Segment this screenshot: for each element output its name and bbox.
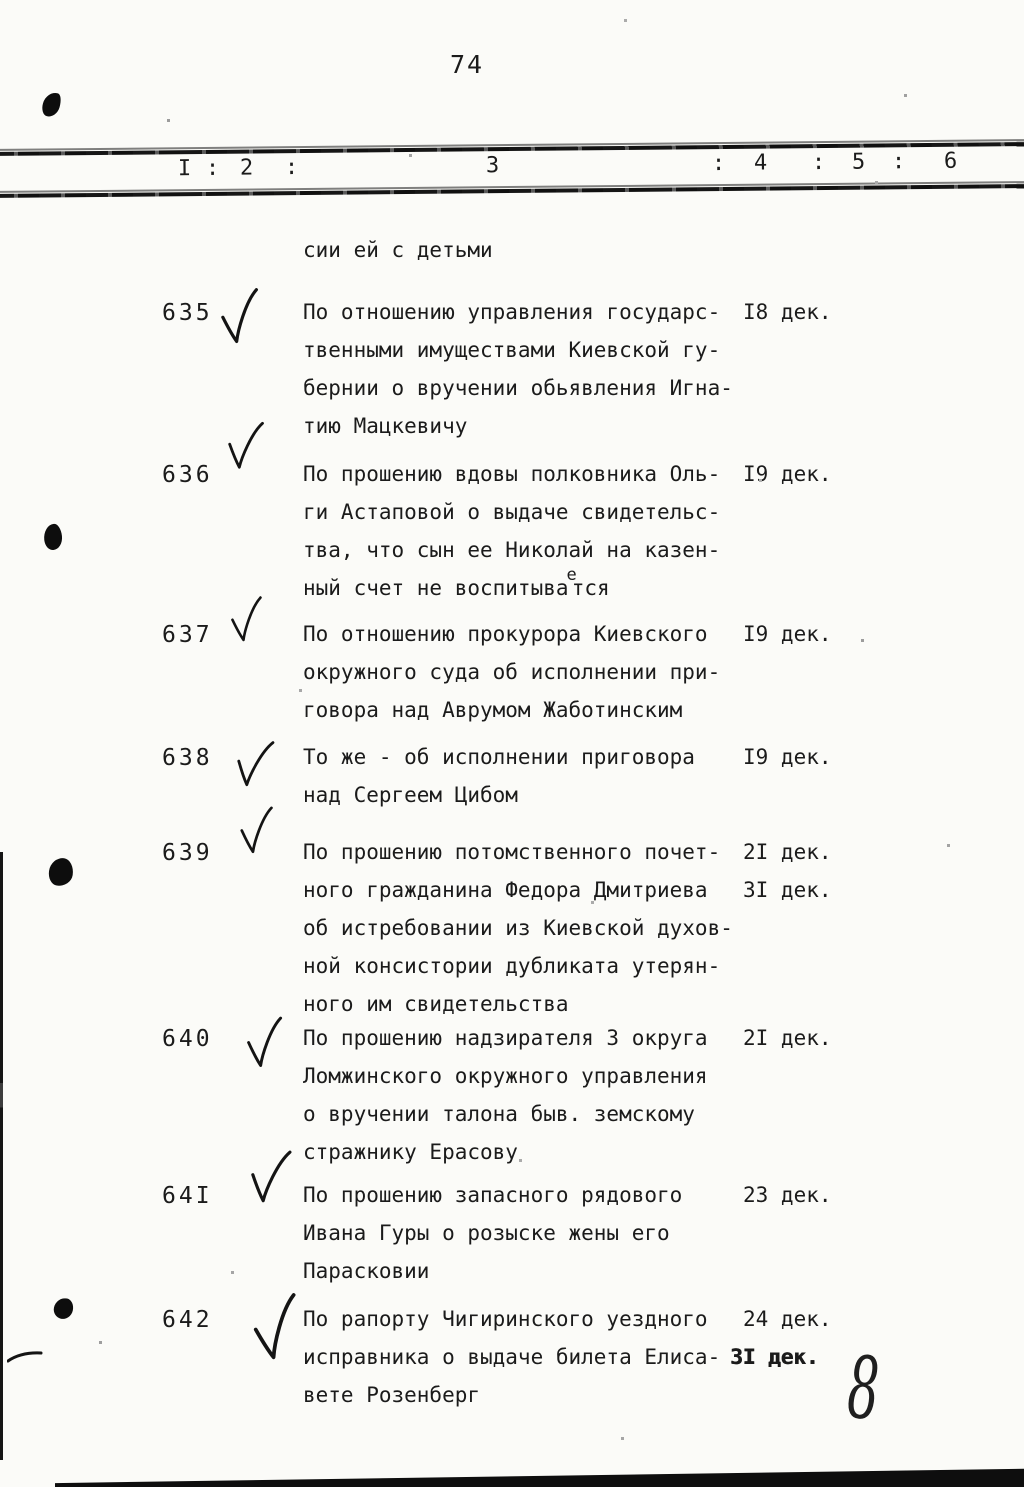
entry-line: По отношению прокурора Киевского <box>303 622 708 646</box>
entry-line: ного им свидетельства <box>303 992 569 1016</box>
entry-date: 2I дек. <box>743 1026 832 1050</box>
entry-number: 639 <box>162 840 213 866</box>
entry-date: 24 дек. <box>743 1307 832 1331</box>
ink-blot-middle <box>43 523 64 551</box>
entry-date: 3I дек. <box>730 1345 819 1369</box>
entry-line: говора над Аврумом Жаботинским <box>303 698 683 722</box>
entry-line: тва, что сын ее Николай на казен- <box>303 538 721 562</box>
entry-line: ги Астаповой о выдаче свидетельс- <box>303 500 721 524</box>
superscript-correction: е <box>566 565 577 585</box>
entry-text <box>303 462 720 614</box>
column-header-6: 6 <box>943 148 958 174</box>
entry-line: По прошению запасного рядового <box>303 1183 683 1207</box>
entry-line: Парасковии <box>303 1259 430 1283</box>
margin-dash-mark <box>7 1348 43 1367</box>
table-header-band <box>0 136 1024 206</box>
entry-line: По прошению потомственного почет- <box>303 840 721 864</box>
entry-number: 636 <box>162 462 213 488</box>
column-separator: : <box>811 150 826 176</box>
column-header-5: 5 <box>851 149 866 175</box>
entry-number: 640 <box>162 1026 213 1052</box>
column-separator: : <box>891 149 906 175</box>
checkmark-icon <box>245 1015 285 1068</box>
entry-text <box>303 622 720 736</box>
entry-line: По прошению вдовы полковника Оль- <box>303 462 721 486</box>
entry-line: над Сергеем Цибом <box>303 783 518 807</box>
entry-number: 642 <box>162 1307 213 1333</box>
header-rule-bottom <box>0 184 1024 198</box>
column-header-2: 2 <box>239 155 254 181</box>
scan-speckles <box>0 0 1 1</box>
entry-line: ной консистории дубликата утерян- <box>303 954 721 978</box>
checkmark-icon <box>233 736 276 790</box>
entry-date: I9 дек. <box>743 745 832 769</box>
entry-date: I8 дек. <box>743 300 832 324</box>
entry-line: Ломжинского окружного управления <box>303 1064 708 1088</box>
column-header-4: 4 <box>753 150 768 176</box>
entry-line: исправника о выдаче билета Елиса- <box>303 1345 721 1369</box>
entry-text <box>303 745 695 821</box>
continuation-line: сии ей с детьми <box>303 238 493 262</box>
entry-text <box>303 840 733 1030</box>
column-header-I: I <box>177 156 192 182</box>
entry-number: 635 <box>162 300 213 326</box>
entry-line: По прошению надзирателя 3 округа <box>303 1026 708 1050</box>
entry-line: твенными имуществами Киевской гу- <box>303 338 721 362</box>
checkmark-icon <box>226 419 266 471</box>
entry-line: вете Розенберг <box>303 1383 481 1407</box>
entry-line: По рапорту Чигиринского уездного <box>303 1307 708 1331</box>
handwritten-eight: 8 <box>845 1337 881 1441</box>
entry-date: 23 дек. <box>743 1183 832 1207</box>
entry-line: То же - об исполнении приговора <box>303 745 695 769</box>
entry-line-segment: тся <box>571 576 610 600</box>
entry-line: стражнику Ерасову <box>303 1140 518 1164</box>
entry-number: 637 <box>162 622 213 648</box>
entry-line: об истребовании из Киевской духов- <box>303 916 733 940</box>
checkmark-icon <box>238 805 276 854</box>
entry-line: По отношению управления государс- <box>303 300 721 324</box>
entry-number: 638 <box>162 745 213 771</box>
page-number: 74 <box>450 50 485 79</box>
header-rule-top <box>0 142 1024 156</box>
entry-text <box>303 1026 708 1178</box>
checkmark-icon <box>248 1147 293 1206</box>
entry-date: I9 дек. <box>743 622 832 646</box>
ink-blot-top <box>40 90 63 119</box>
checkmark-icon <box>229 595 265 643</box>
entry-line: Ивана Гуры о розыске жены его <box>303 1221 670 1245</box>
column-separator: : <box>284 155 299 181</box>
ink-blot-bottom <box>52 1296 75 1320</box>
entry-line: бернии о вручении обьявления Игна- <box>303 376 733 400</box>
checkmark-icon <box>218 287 263 346</box>
entry-text <box>303 300 733 452</box>
bottom-rule <box>55 1461 1024 1487</box>
column-separator: : <box>205 155 220 181</box>
entry-text <box>303 1307 720 1421</box>
entry-number: 64I <box>162 1183 213 1209</box>
entry-line: о вручении талона быв. земскому <box>303 1102 695 1126</box>
entry-date: 3I дек. <box>743 878 832 902</box>
column-separator: : <box>711 150 726 177</box>
entry-date: I9 дек. <box>743 462 832 486</box>
entry-line-segment: ный счет не воспитыва <box>303 576 569 600</box>
ink-blot-lower <box>47 856 75 887</box>
entry-line: окружного суда об исполнении при- <box>303 660 721 684</box>
entry-line: тию Мацкевичу <box>303 414 468 438</box>
checkmark-icon <box>248 1291 305 1362</box>
entry-line <box>303 565 720 614</box>
entry-date: 2I дек. <box>743 840 832 864</box>
entry-line: ного гражданина Федора Дмитриева <box>303 878 708 902</box>
column-header-3: 3 <box>485 153 500 179</box>
scan-edge-line <box>0 852 3 1460</box>
entry-text <box>303 1183 682 1297</box>
